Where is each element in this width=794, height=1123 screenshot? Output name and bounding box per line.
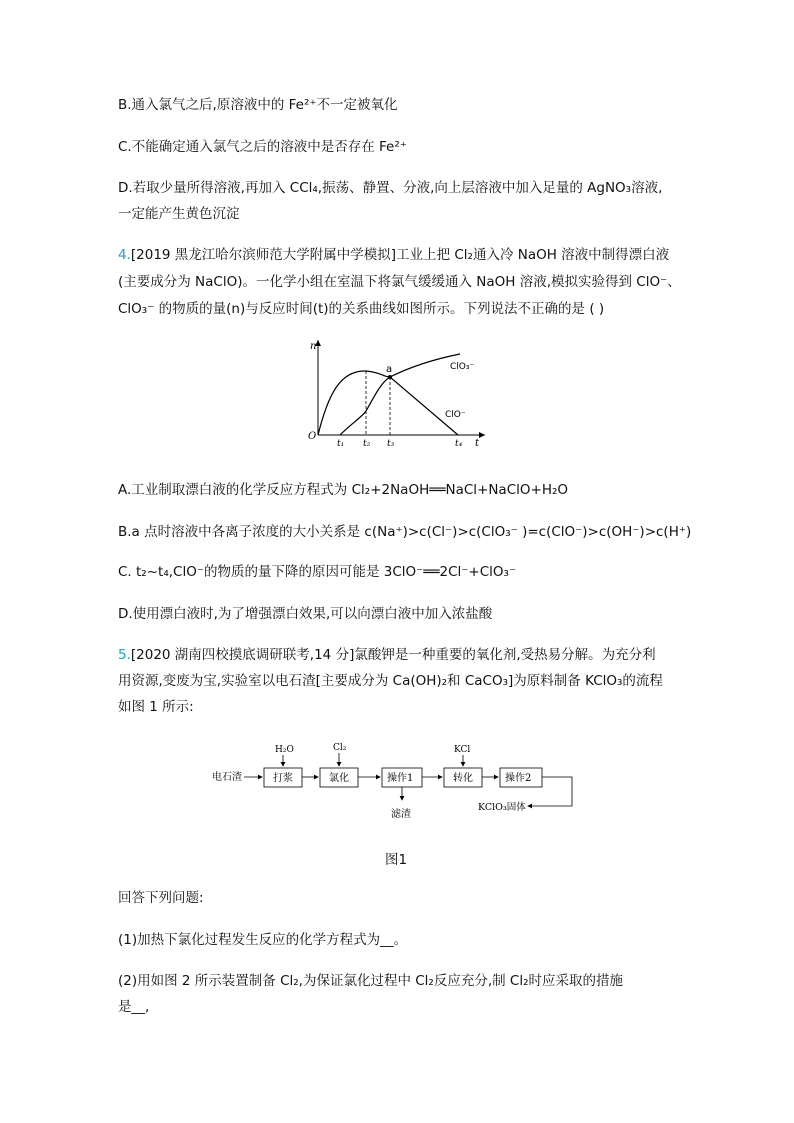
question-5-text1: [2020 湖南四校摸底调研联考,14 分]氯酸钾是一种重要的氧化剂,受热易分解。为充分利 [130,647,656,663]
question-4-line1 [118,245,669,265]
process-flow-diagram [210,738,590,828]
option-b-prev: B.通入氯气之后,原溶液中的 Fe²⁺不一定被氧化 [118,97,398,113]
question-5-line1 [118,645,656,665]
tick-t4: t₄ [455,439,463,449]
step-4-label: 转化 [453,773,473,784]
option-c-prev: C.不能确定通入氯气之后的溶液中是否存在 Fe²⁺ [118,139,407,155]
option-c: C. t₂~t₄,ClO⁻的物质的量下降的原因可能是 3ClO⁻══2Cl⁻+ClO₃⁻ [118,564,517,580]
question-5-line2: 用资源,变废为宝,实验室以电石渣[主要成分为 Ca(OH)₂和 CaCO₃]为原料制备 KClO₃的流程 [118,673,663,689]
sub-question-2-line1: (2)用如图 2 所示装置制备 Cl₂,为保证氯化过程中 Cl₂反应充分,制 Cl₂时应采取的措施 [118,973,624,989]
step-1-label: 打浆 [273,773,293,784]
reagent-kcl: KCl [454,745,471,755]
origin-label: O [308,431,317,442]
question-5-line3: 如图 1 所示: [118,699,194,715]
curve-clo [318,371,458,435]
question-4-number: 4. [118,247,131,263]
option-a: A.工业制取漂白液的化学反应方程式为 Cl₂+2NaOH══NaCl+NaClO+H₂O [118,482,569,498]
option-d-prev-line2: 一定能产生黄色沉淀 [118,206,240,222]
tick-t2: t₂ [363,439,371,449]
question-4-text1: [2019 黑龙江哈尔滨师范大学附属中学模拟]工业上把 Cl₂通入冷 NaOH 溶液中制得漂白液 [130,247,670,263]
flow-residue: 滤渣 [391,809,411,820]
curve-clo3-label: ClO₃⁻ [450,362,475,372]
curve-clo-label: ClO⁻ [445,410,466,420]
option-d: D.使用漂白液时,为了增强漂白效果,可以向漂白液中加入浓盐酸 [118,606,493,622]
step-5-label: 操作2 [505,773,532,784]
sub-question-1: (1)加热下氯化过程发生反应的化学方程式为__。 [118,932,408,948]
point-a-label: a [386,364,393,375]
curve-clo3 [340,354,460,435]
reagent-h2o: H₂O [275,745,294,755]
x-axis-arrow [479,432,485,438]
figure-caption: 图1 [385,852,408,868]
question-4-line3: ClO₃⁻ 的物质的量(n)与反应时间(t)的关系曲线如图所示。下列说法不正确的是 ( ) [118,301,605,317]
step-3-label: 操作1 [387,773,414,784]
flow-product: KClO₃固体 [478,802,526,813]
question-4-line2: (主要成分为 NaClO)。一化学小组在室温下将氯气缓缓通入 NaOH 溶液,模拟实验得到 ClO⁻、 [118,274,681,290]
option-b: B.a 点时溶液中各离子浓度的大小关系是 c(Na⁺)>c(Cl⁻)>c(ClO₃⁻ )=c(ClO⁻)>c(OH⁻)>c(H⁺) [118,524,692,540]
arrow-product [528,777,572,806]
tick-t3: t₃ [387,439,395,449]
step-2-label: 氯化 [329,773,349,784]
reagent-cl2: Cl₂ [333,743,347,753]
y-axis-label: n [310,341,317,352]
n-t-graph [300,335,500,450]
tick-t1: t₁ [337,439,345,449]
option-d-prev-line1: D.若取少量所得溶液,再加入 CCl₄,振荡、静置、分液,向上层溶液中加入足量的 AgNO₃溶液, [118,180,663,196]
answer-intro: 回答下列问题: [118,890,204,906]
question-5-number: 5. [118,647,131,663]
x-axis-label: t [475,438,480,449]
flow-input: 电石渣 [212,772,242,783]
point-a [388,375,392,379]
sub-question-2-line2: 是__, [118,999,150,1015]
